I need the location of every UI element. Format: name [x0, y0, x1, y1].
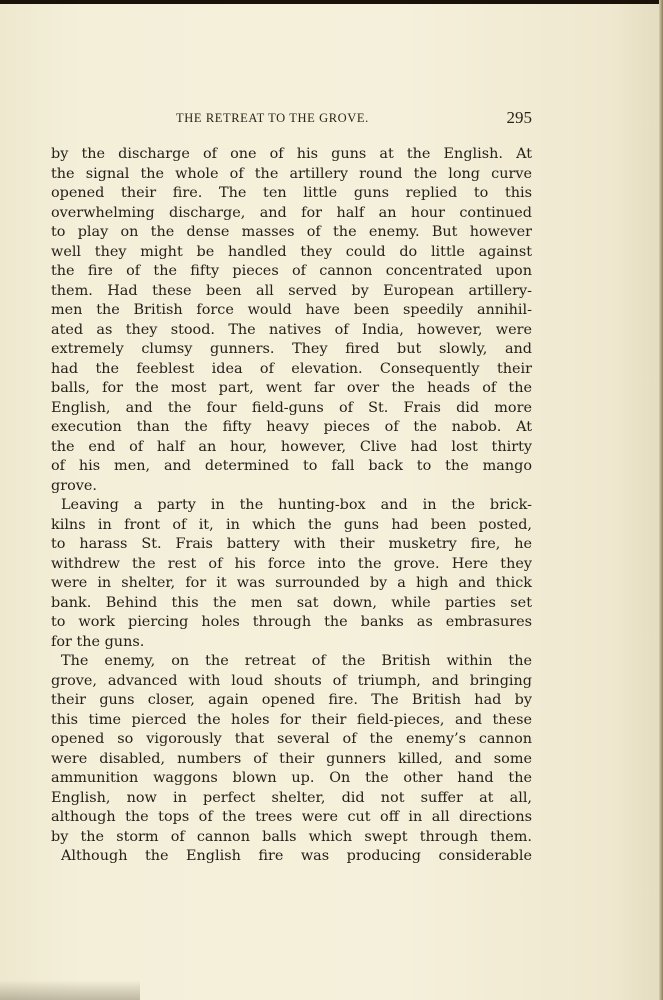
text-line: this time pierced the holes for their field-pieces, and these	[51, 711, 532, 728]
text-line: withdrew the rest of his force into the grove. Here they	[51, 555, 532, 572]
text-line: by the discharge of one of his guns at the English. At	[51, 146, 532, 162]
text-line: bank. Behind this the men sat down, while parties set	[51, 594, 532, 611]
text-line: were in shelter, for it was surrounded by a high and thick	[51, 575, 532, 591]
running-head	[52, 108, 532, 131]
text-line: grove.	[51, 477, 97, 494]
text-line: ated as they stood. The natives of India, however, were	[51, 321, 532, 338]
text-line: were disabled, numbers of their gunners killed, and some	[51, 750, 532, 767]
text-line: overwhelming discharge, and for half an hour continued	[51, 204, 532, 221]
text-line: execution than the fifty heavy pieces of the nabob. At	[51, 419, 532, 435]
text-line: extremely clumsy gunners. They fired but slowly, and	[51, 341, 532, 357]
scan-top-edge	[0, 0, 663, 4]
body-text	[51, 145, 532, 867]
running-title: THE RETREAT TO THE GROVE.	[176, 111, 369, 125]
text-line: their guns closer, again opened fire. The British had by	[51, 692, 532, 708]
text-line: for the guns.	[51, 633, 145, 650]
text-line: Leaving a party in the hunting-box and in the brick-	[61, 497, 532, 513]
text-line: men the British force would have been speedily annihil-	[51, 302, 532, 318]
text-line: opened their fire. The ten little guns replied to this	[51, 185, 532, 201]
text-line: well they might be handled they could do little against	[51, 243, 532, 260]
text-line: of his men, and determined to fall back to the mango	[51, 458, 532, 474]
text-line: them. Had these been all served by European artillery-	[51, 282, 532, 299]
text-line: ammunition waggons blown up. On the other hand the	[51, 770, 532, 786]
text-line: although the tops of the trees were cut off in all directions	[51, 809, 532, 825]
text-line: opened so vigorously that several of the enemy’s cannon	[51, 731, 532, 747]
scan-bottom-smudge	[0, 980, 140, 1000]
text-line: had the feeblest idea of elevation. Consequently their	[51, 360, 532, 377]
text-line: to work piercing holes through the banks as embrasures	[51, 614, 532, 630]
text-line: grove, advanced with loud shouts of triumph, and bringing	[51, 672, 532, 689]
text-line: English, now in perfect shelter, did not suffer at all,	[51, 789, 532, 806]
text-line: to harass St. Frais battery with their musketry fire, he	[51, 536, 532, 552]
text-line: English, and the four field-guns of St. Frais did more	[51, 399, 532, 416]
text-line: balls, for the most part, went far over the heads of the	[51, 380, 532, 396]
text-line: The enemy, on the retreat of the British within the	[61, 653, 532, 669]
text-line: the signal the whole of the artillery round the long curve	[51, 165, 532, 182]
scan-right-edge	[659, 0, 663, 1000]
text-line: by the storm of cannon balls which swept through them.	[51, 828, 532, 845]
text-line: Although the English fire was producing considerable	[61, 848, 532, 864]
text-line: the end of half an hour, however, Clive had lost thirty	[51, 438, 532, 455]
page-number: 295	[506, 108, 532, 127]
text-line: the fire of the fifty pieces of cannon concentrated upon	[51, 263, 532, 279]
text-line: to play on the dense masses of the enemy. But however	[51, 224, 532, 240]
text-line: kilns in front of it, in which the guns had been posted,	[51, 516, 532, 533]
